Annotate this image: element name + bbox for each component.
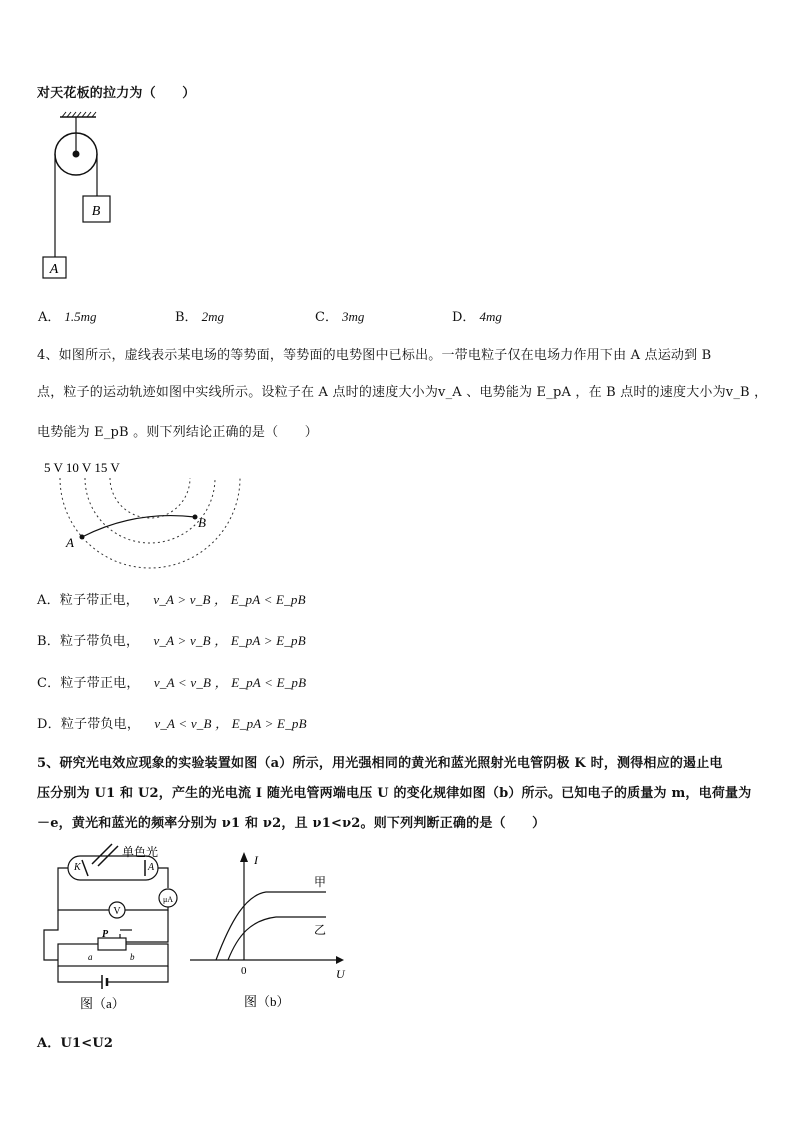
q3-stem: 对天花板的拉力为（ ） <box>37 86 196 101</box>
svg-text:K: K <box>74 862 81 873</box>
pulley-figure <box>40 112 120 282</box>
q3-option-d[interactable]: D． 4mg <box>452 309 502 325</box>
q3-option-a[interactable]: A． 1.5mg <box>38 309 97 325</box>
potential-labels: 5 V 10 V 15 V <box>44 460 120 475</box>
svg-text:A: A <box>148 862 155 873</box>
q4-option-b[interactable]: B．粒子带负电， v_A > v_B ， E_pA > E_pB <box>37 633 306 649</box>
circuit-figure-a <box>40 842 190 1017</box>
q5-stem-line1: 5、研究光电效应现象的实验装置如图（a）所示，用光强相同的黄光和蓝光照射光电管阴极 K 时，测得相应的遏止电 <box>37 756 723 771</box>
point-b-label: B <box>198 515 206 530</box>
curve-yi-label: 乙 <box>314 923 327 937</box>
axis-u-label: U <box>336 967 345 981</box>
figure-b-caption: 图（b） <box>244 994 290 1009</box>
origin-label: 0 <box>241 965 247 977</box>
equipotential-figure <box>40 458 260 558</box>
svg-text:b: b <box>130 952 135 962</box>
iu-graph-figure-b <box>186 850 356 1015</box>
voltmeter-label: V <box>113 906 121 917</box>
svg-text:a: a <box>88 952 93 962</box>
q3-option-c[interactable]: C． 3mg <box>315 309 365 325</box>
q4-option-c[interactable]: C．粒子带正电， v_A < v_B ， E_pA < E_pB <box>37 675 307 691</box>
light-label: 单色光 <box>122 845 159 859</box>
q4-stem-line3: 电势能为 E_pB 。则下列结论正确的是（ ） <box>37 425 318 440</box>
block-b-label: B <box>91 204 101 219</box>
q4-stem-line1: 4、如图所示，虚线表示某电场的等势面，等势面的电势图中已标出。一带电粒子仅在电场力作用下由 A 点运动到 B <box>37 348 712 363</box>
microammeter-label: μA <box>162 895 174 904</box>
point-a-label: A <box>66 535 74 550</box>
q3-option-b[interactable]: B． 2mg <box>175 309 224 325</box>
figure-a-caption: 图（a） <box>80 996 125 1011</box>
q5-stem-line2: 压分别为 U1 和 U2，产生的光电流 I 随光电管两端电压 U 的变化规律如图（b）所示。已知电子的质量为 m，电荷量为 <box>37 786 752 801</box>
q3-options <box>0 306 794 326</box>
curve-jia-label: 甲 <box>314 875 327 889</box>
q4-option-a[interactable]: A．粒子带正电， v_A > v_B ， E_pA < E_pB <box>37 592 306 608</box>
q5-stem-line3: －e，黄光和蓝光的频率分别为 ν1 和 ν2，且 ν1<ν2。则下列判断正确的是（ ） <box>37 816 546 831</box>
q4-stem-line2: 点，粒子的运动轨迹如图中实线所示。设粒子在 A 点时的速度大小为v_A 、电势能为 E_pA ，在 B 点时的速度大小为v_B ， <box>37 385 768 400</box>
q4-option-d[interactable]: D．粒子带负电， v_A < v_B ， E_pA > E_pB <box>37 716 307 732</box>
axis-i-label: I <box>254 853 258 867</box>
svg-text:P: P <box>102 929 109 940</box>
block-a-label: A <box>49 262 59 277</box>
q5-option-a[interactable]: A．U1<U2 <box>37 1036 114 1051</box>
